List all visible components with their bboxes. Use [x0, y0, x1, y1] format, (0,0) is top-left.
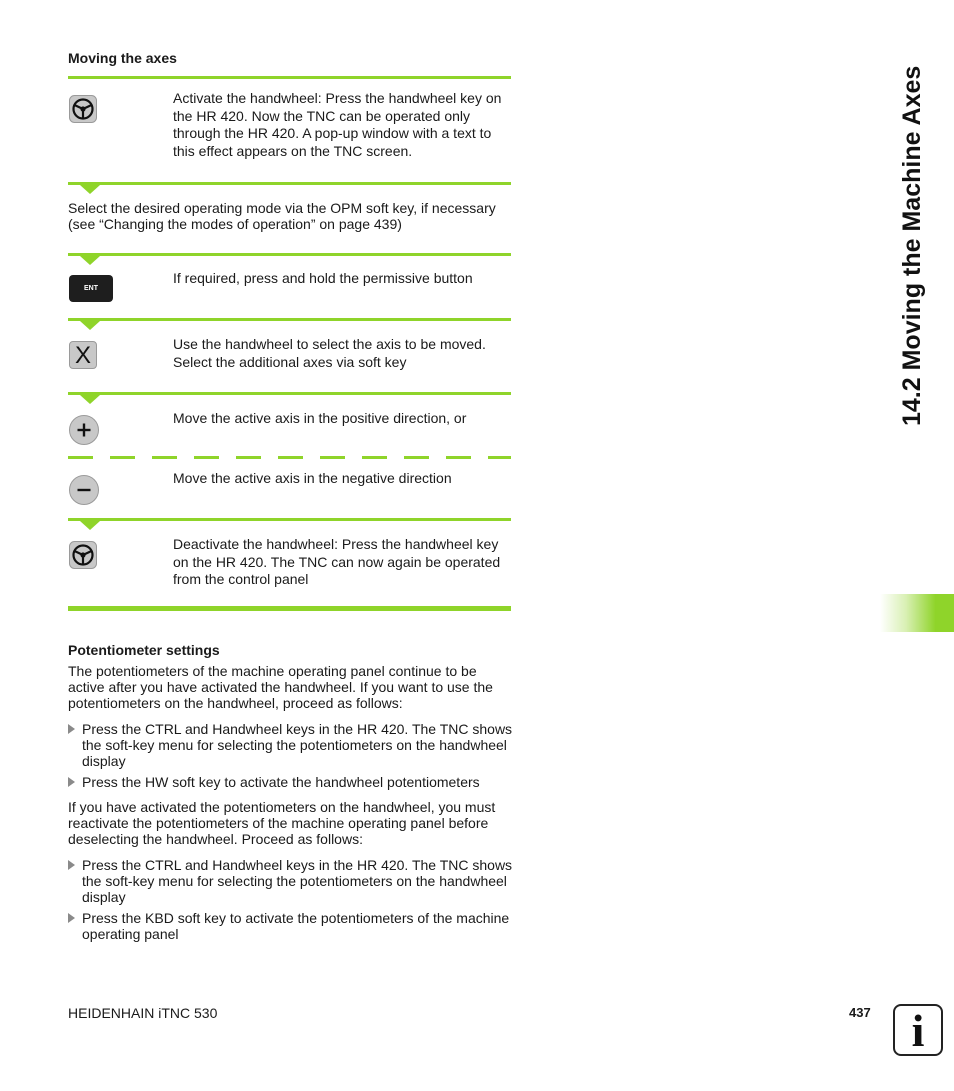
table-end-bar [68, 606, 511, 611]
step-permissive-text: If required, press and hold the permissive button [173, 270, 473, 286]
bullet-arrow-icon [68, 913, 75, 923]
x-key-label: X [74, 342, 91, 369]
divider [68, 518, 511, 521]
list-item: Press the CTRL and Handwheel keys in the HR 420. The TNC shows the soft-key menu for selecting the potentiometers on the handwheel display [82, 721, 513, 769]
dashed-divider [68, 456, 511, 459]
bullet-arrow-icon [68, 777, 75, 787]
potentiometer-title: Potentiometer settings [68, 642, 220, 658]
step-activate-text: Activate the handwheel: Press the handwheel key on the HR 420. Now the TNC can be operated only through the HR 420. A pop-up window with a text to this effect appears on the TNC screen. [173, 90, 502, 159]
info-icon [893, 1004, 943, 1056]
list-item: Press the HW soft key to activate the handwheel potentiometers [82, 774, 480, 790]
divider [68, 392, 511, 395]
divider [68, 318, 511, 321]
divider [68, 253, 511, 256]
step-arrow [80, 185, 100, 194]
chapter-tab [880, 594, 954, 632]
step-arrow [80, 256, 100, 265]
step-deactivate-text: Deactivate the handwheel: Press the handwheel key on the HR 420. The TNC can now again be operated from the control panel [173, 536, 501, 587]
minus-key-icon [69, 475, 99, 505]
list-item: Press the KBD soft key to activate the potentiometers of the machine operating panel [82, 910, 510, 942]
chapter-title: 14.2 Moving the Machine Axes [898, 65, 926, 426]
bullet-arrow-icon [68, 724, 75, 734]
handwheel-icon [69, 541, 97, 569]
info-letter: i [911, 1005, 925, 1056]
plus-key-icon [69, 415, 99, 445]
x-key-icon [69, 341, 97, 369]
ent-key-label: ENT [84, 285, 98, 292]
section-title: Moving the axes [68, 50, 177, 66]
page-number: 437 [849, 1005, 871, 1020]
bullet-arrow-icon [68, 860, 75, 870]
step-arrow [80, 521, 100, 530]
step-select-mode-text: Select the desired operating mode via the OPM soft key, if necessary (see “Changing the modes of operation” on page 439) [68, 200, 496, 232]
potentiometer-intro: The potentiometers of the machine operating panel continue to be active after you have activated the handwheel. If you want to use the potentiometers on the handwheel, proceed as follows: [68, 663, 493, 711]
ent-key-icon [69, 275, 113, 302]
step-arrow [80, 395, 100, 404]
handwheel-icon [69, 95, 97, 123]
step-negative-text: Move the active axis in the negative direction [173, 470, 452, 486]
divider [68, 182, 511, 185]
step-select-axis-text: Use the handwheel to select the axis to be moved. Select the additional axes via soft key [173, 336, 486, 370]
divider [68, 76, 511, 79]
step-arrow [80, 321, 100, 330]
step-positive-text: Move the active axis in the positive direction, or [173, 410, 467, 426]
footer-product: HEIDENHAIN iTNC 530 [68, 1005, 218, 1021]
potentiometer-middle: If you have activated the potentiometers on the handwheel, you must reactivate the potentiometers of the machine operating panel before deselecting the handwheel. Proceed as follows: [68, 799, 496, 847]
list-item: Press the CTRL and Handwheel keys in the HR 420. The TNC shows the soft-key menu for selecting the potentiometers on the handwheel display [82, 857, 513, 905]
